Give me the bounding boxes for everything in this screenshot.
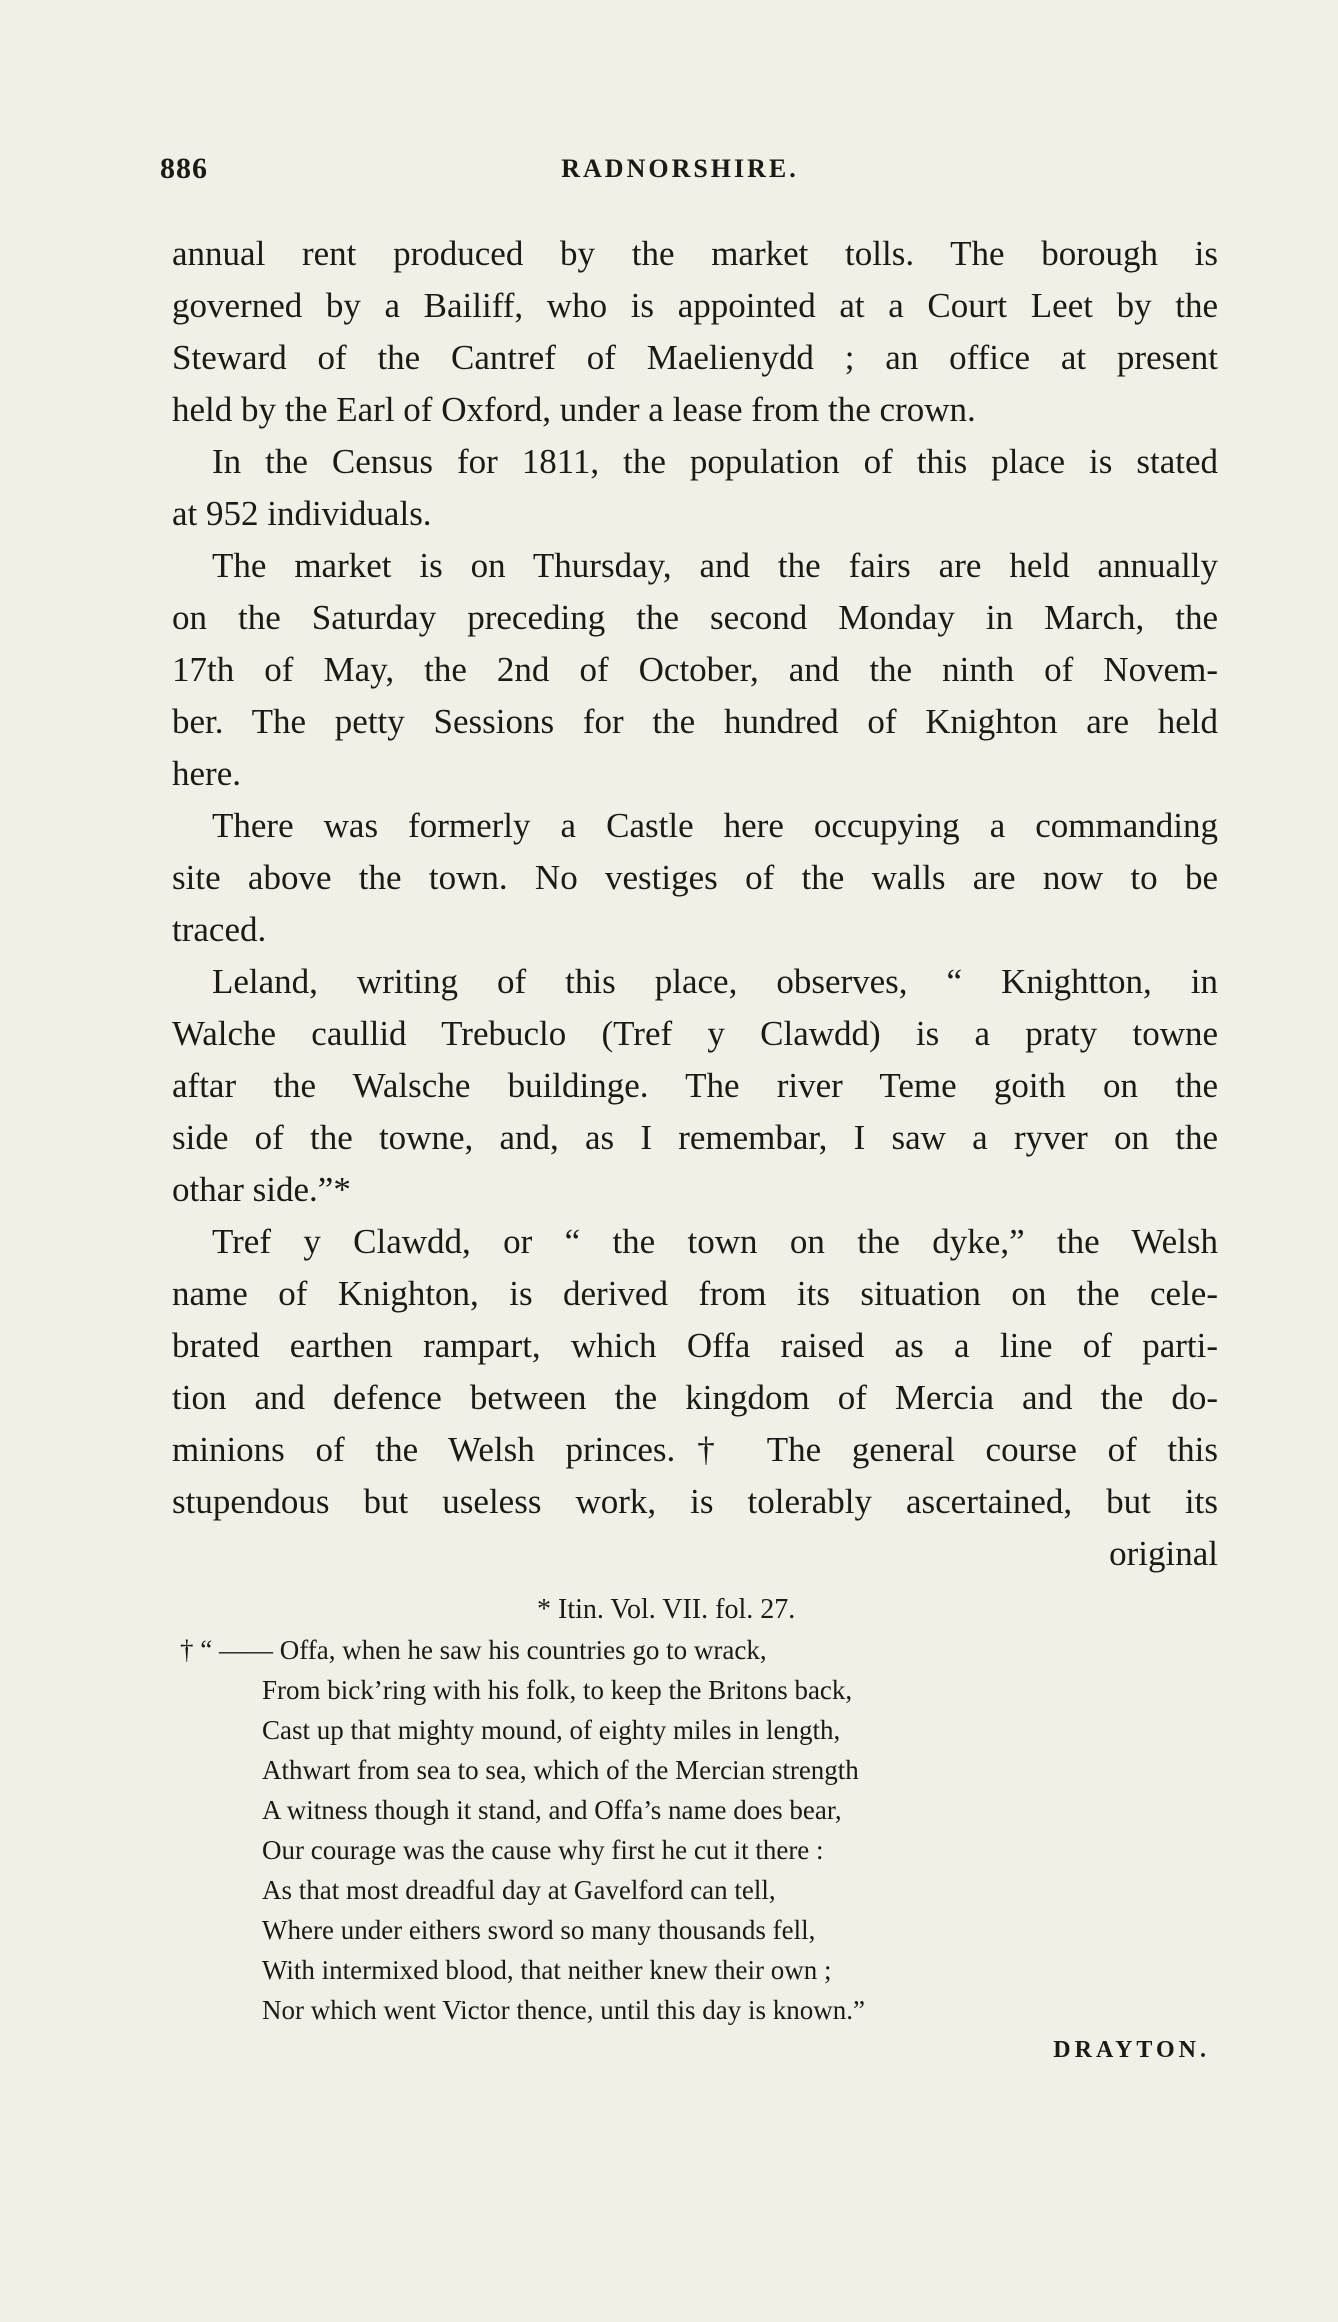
- verse-line: As that most dreadful day at Gavelford can tell,: [262, 1875, 776, 1905]
- text-line: tion and defence between the kingdom of Mercia and the do-: [172, 1378, 1218, 1417]
- verse-line: Athwart from sea to sea, which of the Mercian strength: [262, 1755, 859, 1785]
- footnotes: [172, 1590, 1218, 2070]
- text-line: here.: [172, 754, 241, 793]
- body-text: [172, 228, 1218, 1580]
- catchword: original: [1109, 1534, 1218, 1573]
- text-line: Tref y Clawdd, or “ the town on the dyke,” the Welsh: [212, 1222, 1218, 1261]
- text-line: Walche caullid Trebuclo (Tref y Clawdd) is a praty towne: [172, 1014, 1218, 1053]
- text-line: name of Knighton, is derived from its situation on the cele-: [172, 1274, 1218, 1313]
- verse-line: A witness though it stand, and Offa’s name does bear,: [262, 1795, 842, 1825]
- text-line: othar side.”*: [172, 1170, 351, 1209]
- verse-line: Cast up that mighty mound, of eighty miles in length,: [262, 1715, 841, 1745]
- verse-line: From bick’ring with his folk, to keep the Britons back,: [262, 1675, 853, 1705]
- text-line: Steward of the Cantref of Maelienydd ; an office at present: [172, 338, 1218, 377]
- footnote-signature: DRAYTON.: [1053, 2037, 1210, 2063]
- verse-line: Our courage was the cause why first he cut it there :: [262, 1835, 824, 1865]
- text-line: on the Saturday preceding the second Monday in March, the: [172, 598, 1218, 637]
- text-line: governed by a Bailiff, who is appointed at a Court Leet by the: [172, 286, 1218, 325]
- text-line: 17th of May, the 2nd of October, and the ninth of Novem-: [172, 650, 1218, 689]
- text-line: annual rent produced by the market tolls. The borough is: [172, 234, 1218, 273]
- text-line: There was formerly a Castle here occupying a commanding: [212, 806, 1218, 845]
- text-line: side of the towne, and, as I remembar, I saw a ryver on the: [172, 1118, 1218, 1157]
- page-header: [160, 152, 1200, 192]
- text-line: ber. The petty Sessions for the hundred of Knighton are held: [172, 702, 1218, 741]
- text-line: site above the town. No vestiges of the walls are now to be: [172, 858, 1218, 897]
- text-line: at 952 individuals.: [172, 494, 432, 533]
- verse-line: Where under eithers sword so many thousands fell,: [262, 1915, 816, 1945]
- running-head: RADNORSHIRE.: [561, 154, 799, 183]
- text-line: The market is on Thursday, and the fairs are held annually: [212, 546, 1218, 585]
- text-line: aftar the Walsche buildinge. The river Teme goith on the: [172, 1066, 1218, 1105]
- text-line: held by the Earl of Oxford, under a lease from the crown.: [172, 390, 976, 429]
- text-line: Leland, writing of this place, observes, “ Knightton, in: [212, 962, 1218, 1001]
- page-number: 886: [160, 152, 208, 185]
- footnote-star: * Itin. Vol. VII. fol. 27.: [537, 1594, 796, 1625]
- verse-line: Nor which went Victor thence, until this day is known.”: [262, 1995, 866, 2025]
- footnote-dagger: † “ —— Offa, when he saw his countries go to wrack,: [180, 1635, 767, 1665]
- text-line: In the Census for 1811, the population of this place is stated: [212, 442, 1218, 481]
- text-line: stupendous but useless work, is tolerably ascertained, but its: [172, 1482, 1218, 1521]
- text-line: brated earthen rampart, which Offa raised as a line of parti-: [172, 1326, 1218, 1365]
- verse-line: With intermixed blood, that neither knew their own ;: [262, 1955, 832, 1985]
- text-line: minions of the Welsh princes.† The general course of this: [172, 1430, 1218, 1469]
- text-line: traced.: [172, 910, 267, 949]
